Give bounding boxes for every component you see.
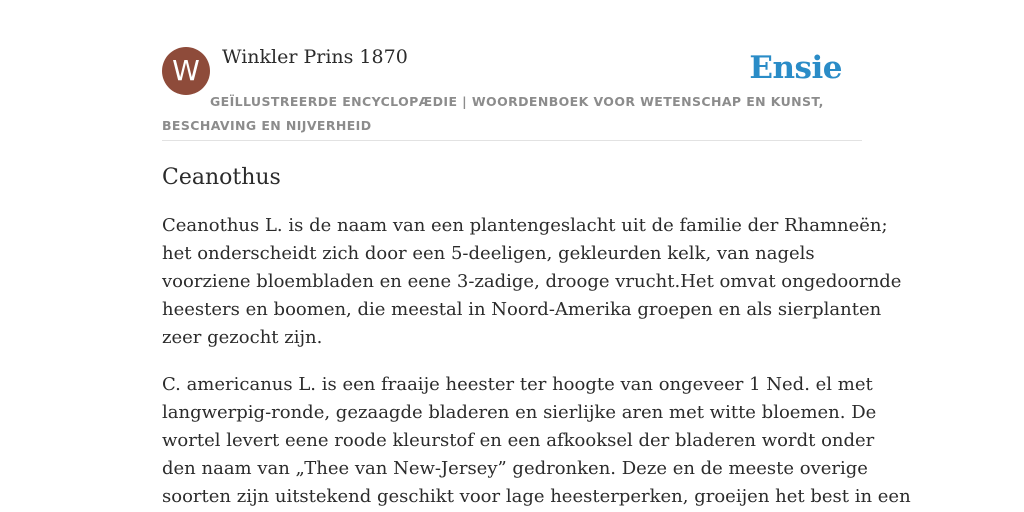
avatar-letter: W	[172, 54, 200, 87]
text-line: C. americanus L. is een fraaije heester ter hoogte van ongeveer 1 Ned. el met	[162, 374, 873, 395]
entry-paragraph	[162, 371, 911, 511]
text-line: soorten zijn uitstekend geschikt voor lage heesterperken, groeijen het best in een	[162, 486, 911, 507]
text-line: langwerpig-ronde, gezaagde bladeren en sierlijke aren met witte bloemen. De	[162, 402, 877, 423]
text-line: voorziene bloembladen en eene 3-zadige, drooge vrucht.Het omvat ongedoornde	[162, 271, 902, 292]
source-title[interactable]: Winkler Prins 1870	[222, 46, 408, 68]
text-line: wortel levert eene roode kleurstof en een afkooksel der bladeren wordt onder	[162, 430, 875, 451]
article	[162, 160, 911, 511]
source-header	[162, 40, 862, 141]
text-line: zeer gezocht zijn.	[162, 327, 323, 348]
text-line: den naam van „Thee van New-Jersey” gedronken. Deze en de meeste overige	[162, 458, 868, 479]
entry-title: Ceanothus	[162, 165, 281, 190]
source-avatar[interactable]	[162, 47, 210, 95]
text-line: het onderscheidt zich door een 5-deeligen, gekleurden kelk, van nagels	[162, 243, 815, 264]
ensie-logo[interactable]: Ensie	[749, 50, 842, 86]
text-line: Ceanothus L. is de naam van een plantengeslacht uit de familie der Rhamneën;	[162, 215, 888, 236]
entry-paragraph	[162, 212, 902, 352]
text-line: heesters en boomen, die meestal in Noord-Amerika groepen en als sierplanten	[162, 299, 882, 320]
source-subtitle: GEÏLLUSTREERDE ENCYCLOPÆDIE | WOORDENBOEK VOOR WETENSCHAP EN KUNST, BESCHAVING EN NIJVERHEID	[162, 94, 824, 133]
